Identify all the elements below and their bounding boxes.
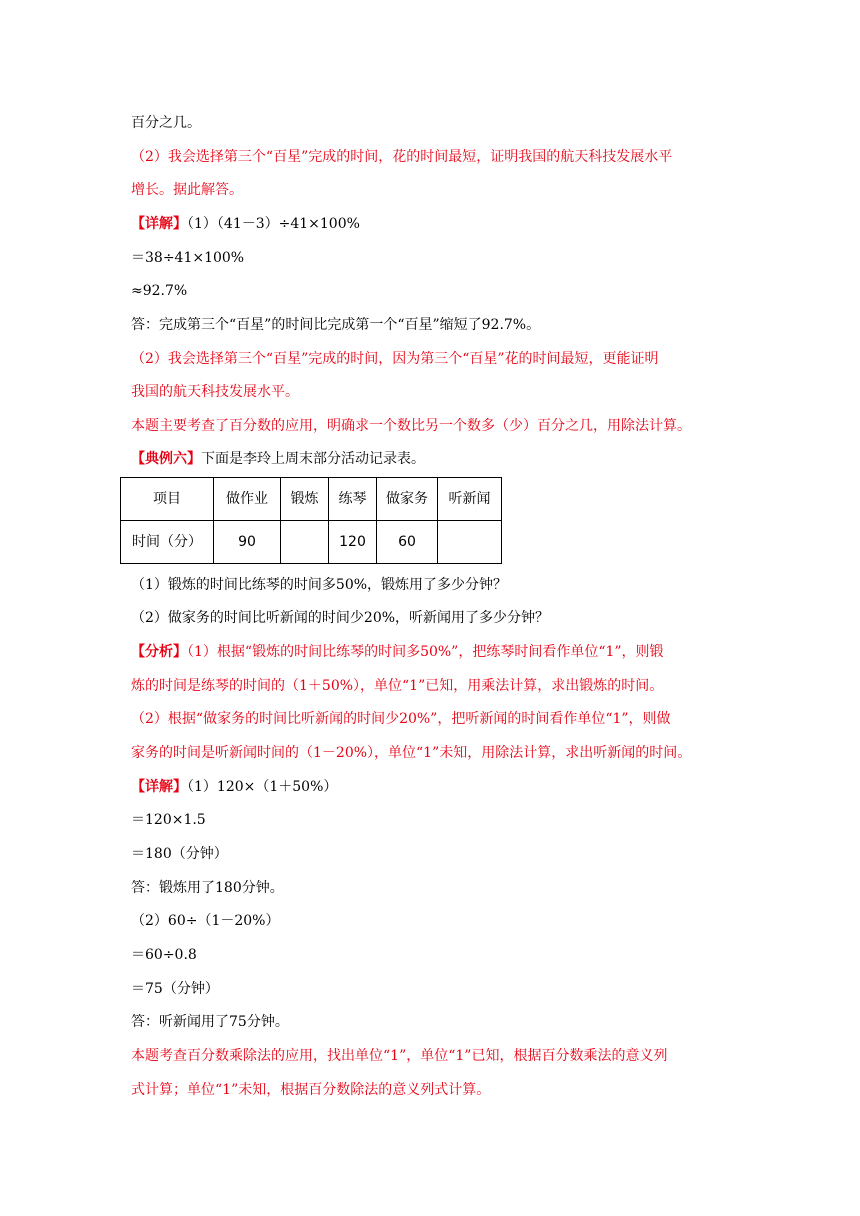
analysis-line: 【分析】（1）根据“锻炼的时间比练琴的时间多50%”，把练琴时间看作单位“1”，则锻 bbox=[131, 644, 664, 660]
analysis-line: 家务的时间是听新闻时间的（1－20%），单位“1”未知，用除法计算，求出听新闻的时间。 bbox=[131, 745, 692, 761]
table-cell: 60 bbox=[377, 521, 438, 564]
example-text: 下面是李玲上周末部分活动记录表。 bbox=[201, 451, 425, 467]
example-label: 【典例六】 bbox=[131, 451, 201, 467]
table-header-cell: 练琴 bbox=[329, 478, 377, 521]
table-cell bbox=[281, 521, 329, 564]
question-line: （1）锻炼的时间比练琴的时间多50%，锻炼用了多少分钟？ bbox=[131, 577, 508, 593]
table-header-row bbox=[121, 478, 502, 521]
text-line: ≈92.7% bbox=[131, 283, 188, 299]
example-heading bbox=[131, 449, 425, 469]
table-cell: 90 bbox=[214, 521, 281, 564]
answer-line: 答：完成第三个“百星”的时间比完成第一个“百星”缩短了92.7%。 bbox=[131, 317, 541, 333]
summary-line: 本题考查百分数乘除法的应用，找出单位“1”，单位“1”已知，根据百分数乘法的意义列 bbox=[131, 1048, 668, 1064]
table-header-cell: 锻炼 bbox=[281, 478, 329, 521]
table-cell bbox=[438, 521, 502, 564]
analysis-line: 增长。据此解答。 bbox=[131, 182, 243, 198]
detail-label: 【详解】 bbox=[131, 779, 187, 795]
detail-label: 【详解】 bbox=[131, 216, 187, 232]
table-row bbox=[121, 521, 502, 564]
analysis-line: （2）我会选择第三个“百星”完成的时间，因为第三个“百星”花的时间最短，更能证明 bbox=[131, 351, 659, 367]
summary-line: 式计算；单位“1”未知，根据百分数除法的意义列式计算。 bbox=[131, 1082, 491, 1098]
table-header-cell: 听新闻 bbox=[438, 478, 502, 521]
table-cell: 时间（分） bbox=[121, 521, 214, 564]
answer-line: 答：锻炼用了180分钟。 bbox=[131, 880, 284, 896]
question-line: （2）做家务的时间比听新闻的时间少20%，听新闻用了多少分钟？ bbox=[131, 610, 550, 626]
table-cell: 120 bbox=[329, 521, 377, 564]
analysis-line: （2）根据“做家务的时间比听新闻的时间少20%”，把听新闻的时间看作单位“1”，则做 bbox=[131, 711, 671, 727]
analysis-label: 【分析】 bbox=[131, 644, 187, 660]
text-line: ＝120×1.5 bbox=[131, 812, 206, 828]
analysis-line: 我国的航天科技发展水平。 bbox=[131, 384, 299, 400]
activity-table bbox=[120, 477, 502, 564]
text-line: ＝75（分钟） bbox=[131, 981, 219, 997]
text-line: ＝60÷0.8 bbox=[131, 947, 197, 963]
analysis-line: （2）我会选择第三个“百星”完成的时间，花的时间最短，证明我国的航天科技发展水平 bbox=[131, 149, 673, 165]
text-line: ＝180（分钟） bbox=[131, 846, 228, 862]
detail-line: 【详解】（1）120×（1＋50%） bbox=[131, 779, 338, 795]
answer-line: 答：听新闻用了75分钟。 bbox=[131, 1014, 289, 1030]
analysis-line: 炼的时间是练琴的时间的（1＋50%），单位“1”已知，用乘法计算，求出锻炼的时间。 bbox=[131, 678, 664, 694]
summary-line: 本题主要考查了百分数的应用，明确求一个数比另一个数多（少）百分之几，用除法计算。 bbox=[131, 418, 691, 434]
table-header-cell: 做作业 bbox=[214, 478, 281, 521]
text-line: （2）60÷（1－20%） bbox=[131, 913, 280, 929]
detail-line: 【详解】（1）（41－3）÷41×100% bbox=[131, 216, 360, 232]
table-header-cell: 项目 bbox=[121, 478, 214, 521]
text-line: ＝38÷41×100% bbox=[131, 250, 245, 266]
table-header-cell: 做家务 bbox=[377, 478, 438, 521]
text-line: 百分之几。 bbox=[131, 115, 201, 131]
